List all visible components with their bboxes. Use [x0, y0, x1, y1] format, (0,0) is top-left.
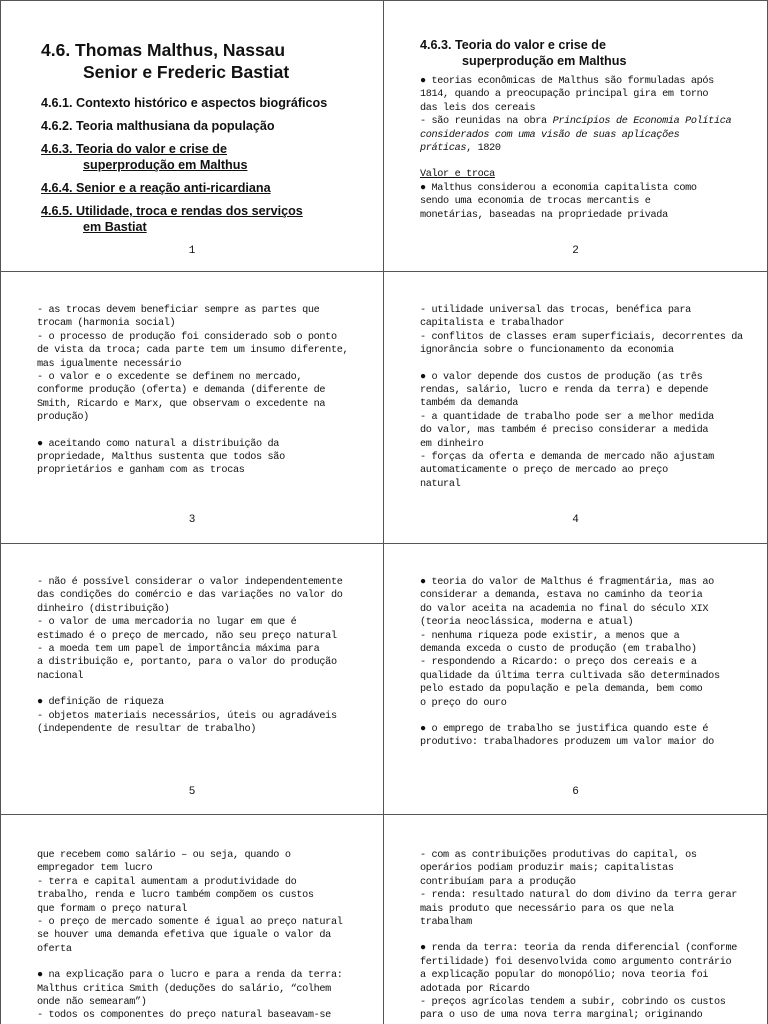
text-line: - a quantidade de trabalho pode ser a melhor medida — [420, 411, 714, 423]
text-line: das leis dos cereais — [420, 102, 536, 114]
text-line: - forças da oferta e demanda de mercado não ajustam — [420, 452, 714, 464]
text-line: considerar a demanda, estava no caminho da teoria — [420, 590, 703, 602]
text-line: mas igualmente necessário — [37, 358, 182, 370]
text-line: também da demanda — [420, 398, 518, 410]
text-line: estimado é o preço de mercado, não seu preço natural — [37, 630, 337, 642]
text-line: mais produto que necessário para os que nela — [420, 903, 674, 915]
text-line: - nenhuma riqueza pode existir, a menos que a — [420, 630, 680, 642]
text-line: em dinheiro — [420, 438, 484, 450]
text-line: - utilidade universal das trocas, benéfica para — [420, 305, 691, 316]
slide-number: 3 — [188, 514, 196, 526]
slide-4 — [384, 272, 768, 544]
text-line: - conflitos de classes eram superficiais, decorrentes da — [420, 331, 743, 343]
text-line: - com as contribuições produtivas do capital, os — [420, 850, 697, 861]
toc-item-label-cont[interactable]: em Bastiat — [83, 220, 147, 234]
slide-1 — [0, 0, 384, 272]
text-line: ● definição de riqueza — [37, 697, 164, 709]
text-line: proprietários e ganham com as trocas — [37, 465, 245, 477]
text-line: ignorância sobre o funcionamento da economia — [420, 345, 674, 357]
text-line: ● na explicação para o lucro e para a renda da terra: — [37, 970, 343, 982]
text-line: demanda exceda o custo de produção (em trabalho) — [420, 644, 697, 656]
text-line: - o processo de produção foi considerado sob o ponto — [37, 331, 337, 343]
text-line — [420, 142, 755, 155]
text-line: propriedade, Malthus sustenta que todos são — [37, 452, 285, 464]
section-heading: Valor e troca — [420, 169, 495, 181]
text-line: automaticamente o preço de mercado ao preço — [420, 465, 668, 477]
text-line: onde não semearam”) — [37, 997, 147, 1009]
section-title-line2: superprodução em Malthus — [462, 54, 627, 68]
text-line: - terra e capital aumentam a produtividade do — [37, 876, 297, 888]
text-line: ● renda da terra: teoria da renda diferencial (conforme — [420, 943, 737, 955]
text-line: trabalho, renda e lucro também compõem os custos — [37, 890, 314, 902]
slide-7 — [0, 815, 384, 1024]
text-line: de vista da troca; cada parte tem um insumo diferente, — [37, 345, 349, 357]
text-line: do valor aceita na academia no final do século XIX — [420, 603, 709, 615]
main-title-line1: 4.6. Thomas Malthus, Nassau — [41, 40, 286, 60]
text-line: qualidade da última terra cultivada são determinados — [420, 670, 720, 682]
toc-link-4-6-3[interactable] — [41, 141, 375, 173]
book-title-cont: considerados com uma visão de suas aplicações — [420, 129, 680, 141]
text-line: a distribuição e, portanto, para o valor do produção — [37, 657, 337, 669]
slide-number: 4 — [572, 514, 579, 526]
slide-number: 6 — [572, 786, 579, 798]
section-title — [420, 37, 759, 69]
toc-item-label[interactable]: 4.6.4. Senior e a reação anti-ricardiana — [41, 181, 271, 195]
text-line: ● teorias econômicas de Malthus são formuladas após — [420, 76, 714, 87]
text-line: produtivo: trabalhadores produzem um valor maior do — [420, 737, 714, 749]
text-line: rendas, salário, lucro e renda da terra) e depende — [420, 385, 709, 397]
text-line: natural — [420, 478, 461, 490]
text-line: das condições do comércio e das variações no valor do — [37, 590, 343, 602]
toc-item-4-6-2 — [41, 118, 375, 134]
text-line: conforme produção (oferta) e demanda (diferente de — [37, 385, 326, 397]
slide-6 — [384, 544, 768, 815]
text-line: - renda: resultado natural do dom divino da terra gerar — [420, 890, 737, 902]
text-line: se houver uma demanda efetiva que iguale o valor da — [37, 930, 331, 942]
text-line: ● Malthus considerou a economia capitalista como — [420, 182, 697, 194]
text-line: ● teoria do valor de Malthus é fragmentária, mas ao — [420, 577, 714, 588]
text-line: que formam o preço natural — [37, 903, 187, 915]
text-line: pelo estado da população e pela demanda, bem como — [420, 684, 703, 696]
text-line: ● aceitando como natural a distribuição da — [37, 438, 280, 450]
text-line: (independente de resultar de trabalho) — [37, 724, 257, 736]
text-line: sendo uma economia de trocas mercantis e — [420, 196, 651, 208]
text-span: - são reunidas na obra — [420, 116, 553, 128]
slide-body — [420, 849, 755, 1023]
slide-2 — [384, 0, 768, 272]
main-title-line2: Senior e Frederic Bastiat — [83, 62, 290, 82]
text-line: contribuíam para a produção — [420, 876, 576, 888]
text-line: - respondendo a Ricardo: o preço dos cereais e a — [420, 657, 697, 669]
text-line: operários podiam produzir mais; capitalistas — [420, 863, 674, 875]
text-line: - todos os componentes do preço natural baseavam-se — [37, 1010, 331, 1022]
text-span: , 1820 — [466, 143, 501, 155]
text-line: ● o emprego de trabalho se justifica quando este é — [420, 724, 709, 736]
text-line: oferta — [37, 943, 72, 955]
table-of-contents — [41, 95, 375, 242]
slide-number: 2 — [572, 245, 579, 257]
toc-item-label: 4.6.2. Teoria malthusiana da população — [41, 119, 275, 133]
text-line: monetárias, baseadas na propriedade privada — [420, 209, 668, 221]
slide-body — [420, 304, 755, 491]
text-line: (teoria neoclássica, moderna e atual) — [420, 617, 634, 629]
toc-link-4-6-5[interactable] — [41, 203, 375, 235]
text-line: a explicação popular do monopólio; nova teoria foi — [420, 970, 709, 982]
text-line: para o uso de uma nova terra marginal; originando — [420, 1010, 703, 1022]
text-line: adotada por Ricardo — [420, 983, 530, 995]
text-line: produção) — [37, 412, 89, 424]
book-title-end: práticas — [420, 143, 467, 155]
text-line: - não é possível considerar o valor independentemente — [37, 577, 343, 588]
text-line: - a moeda tem um papel de importância máxima para — [37, 644, 320, 656]
slide-3 — [0, 272, 384, 544]
slide-body — [37, 304, 371, 478]
text-line: que recebem como salário – ou seja, quando o — [37, 850, 291, 861]
toc-item-label[interactable]: 4.6.5. Utilidade, troca e rendas dos serviços — [41, 204, 303, 218]
text-line: nacional — [37, 670, 84, 682]
text-line: trabalham — [420, 917, 472, 929]
slide-number: 5 — [188, 786, 196, 798]
text-line: empregador tem lucro — [37, 863, 153, 875]
text-line: o preço do ouro — [420, 697, 507, 709]
text-line — [420, 129, 755, 142]
slide-8 — [384, 815, 768, 1024]
section-title-line1: 4.6.3. Teoria do valor e crise de — [420, 38, 606, 52]
toc-item-4-6-1 — [41, 95, 375, 111]
text-line: Smith, Ricardo e Marx, que observam o excedente na — [37, 398, 326, 410]
book-title: Princípios de Economia Política — [552, 116, 732, 128]
text-line: - o valor de uma mercadoria no lugar em que é — [37, 617, 297, 629]
text-line: - o preço de mercado somente é igual ao preço natural — [37, 917, 343, 929]
slide-body — [37, 849, 371, 1023]
slide-body — [420, 75, 755, 222]
text-line: - preços agrícolas tendem a subir, cobrindo os custos — [420, 997, 726, 1009]
text-line: Malthus critica Smith (deduções do salário, “colhem — [37, 983, 331, 995]
slide-body — [420, 576, 755, 750]
toc-item-label-cont[interactable]: superprodução em Malthus — [83, 158, 248, 172]
text-line: dinheiro (distribuição) — [37, 603, 170, 615]
toc-link-4-6-4[interactable] — [41, 180, 375, 196]
text-line — [420, 115, 755, 128]
text-line: - o valor e o excedente se definem no mercado, — [37, 372, 303, 384]
text-line: fertilidade) foi desenvolvida como argumento contrário — [420, 956, 732, 968]
toc-item-label[interactable]: 4.6.3. Teoria do valor e crise de — [41, 142, 227, 156]
slide-5 — [0, 544, 384, 815]
text-line: capitalista e trabalhador — [420, 318, 565, 330]
text-line: trocam (harmonia social) — [37, 318, 176, 330]
text-line: 1814, quando a preocupação principal gira em torno — [420, 89, 709, 101]
slide-number: 1 — [188, 245, 196, 257]
slide-body — [37, 576, 371, 736]
text-line: - as trocas devem beneficiar sempre as partes que — [37, 305, 320, 316]
toc-item-label: 4.6.1. Contexto histórico e aspectos biográficos — [41, 96, 328, 110]
text-line: do valor, mas também é preciso considerar a medida — [420, 425, 709, 437]
text-line: ● o valor depende dos custos de produção (as três — [420, 371, 703, 383]
text-line: - objetos materiais necessários, úteis ou agradáveis — [37, 710, 337, 722]
main-title — [41, 39, 373, 83]
